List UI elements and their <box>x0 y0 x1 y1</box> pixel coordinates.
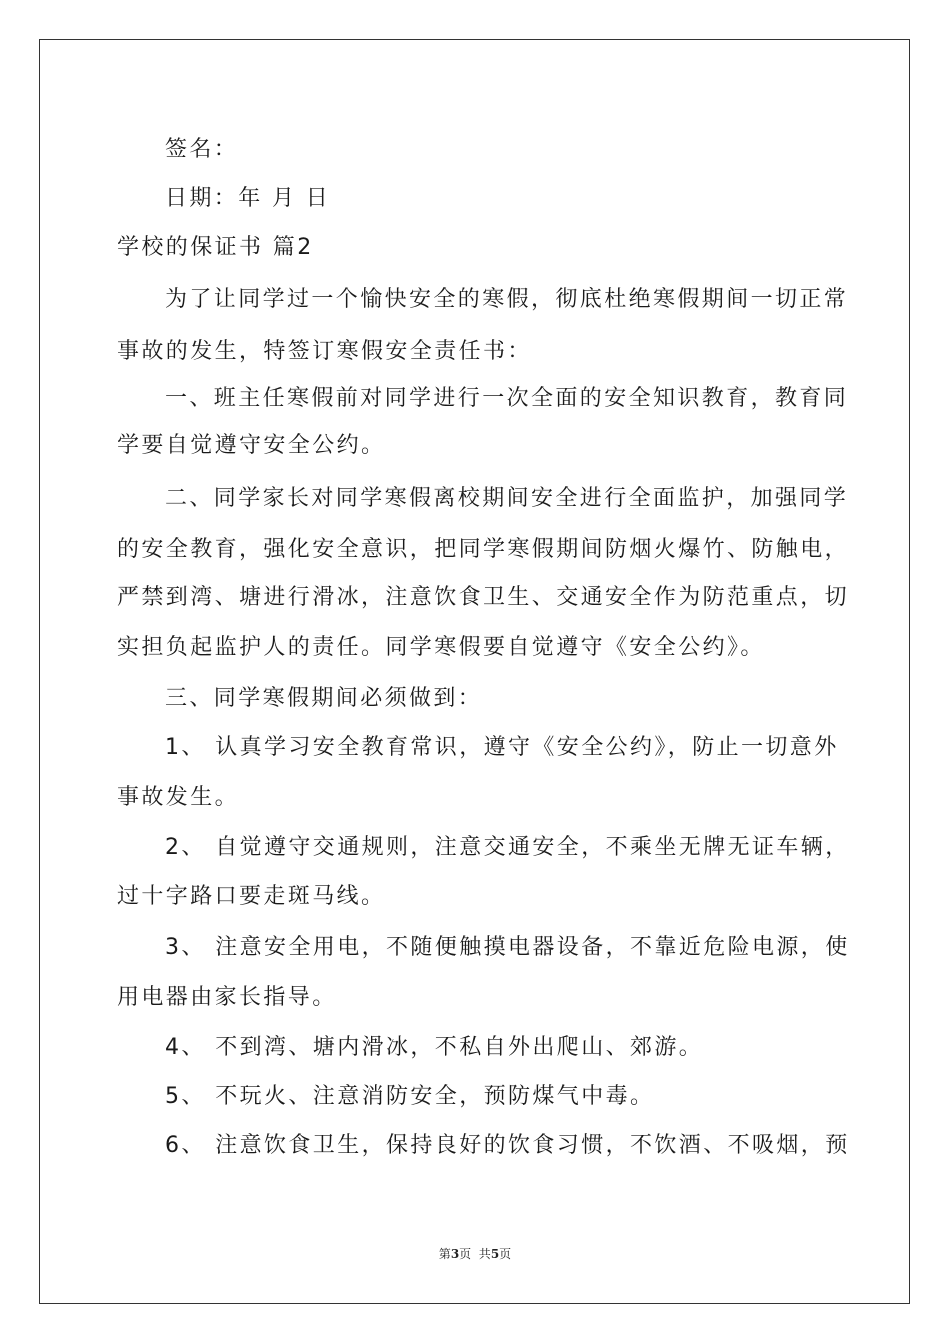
paragraph-line: 一、班主任寒假前对同学进行一次全面的安全知识教育，教育同 <box>165 386 849 411</box>
signature-line: 签名： <box>165 137 239 162</box>
footer-suffix: 页 <box>499 1247 512 1261</box>
footer-total-pages: 5 <box>490 1247 500 1261</box>
list-item-line: 6、 注意饮食卫生，保持良好的饮食习惯，不饮酒、不吸烟，预 <box>165 1133 850 1158</box>
footer-middle: 页 共 <box>459 1247 491 1261</box>
section-title: 学校的保证书 篇2 <box>117 235 314 260</box>
page-footer <box>0 1246 950 1262</box>
footer-current-page: 3 <box>450 1247 460 1261</box>
footer-prefix: 第 <box>438 1247 451 1261</box>
paragraph-line: 的安全教育，强化安全意识，把同学寒假期间防烟火爆竹、防触电， <box>117 537 850 562</box>
paragraph-line: 为了让同学过一个愉快安全的寒假，彻底杜绝寒假期间一切正常 <box>165 287 849 312</box>
page-border <box>39 39 910 1304</box>
list-item-line: 3、 注意安全用电，不随便触摸电器设备，不靠近危险电源，使 <box>165 935 850 960</box>
list-item-line: 4、 不到湾、塘内滑冰，不私自外出爬山、郊游。 <box>165 1035 704 1060</box>
paragraph-line: 事故的发生，特签订寒假安全责任书： <box>117 339 532 364</box>
list-item-line: 事故发生。 <box>117 785 240 810</box>
list-item-line: 用电器由家长指导。 <box>117 985 337 1010</box>
list-item-line: 5、 不玩火、注意消防安全，预防煤气中毒。 <box>165 1084 655 1109</box>
list-item-line: 过十字路口要走斑马线。 <box>117 884 386 909</box>
paragraph-line: 三、同学寒假期间必须做到： <box>165 686 483 711</box>
paragraph-line: 严禁到湾、塘进行滑冰，注意饮食卫生、交通安全作为防范重点，切 <box>117 585 850 610</box>
list-item-line: 2、 自觉遵守交通规则，注意交通安全，不乘坐无牌无证车辆， <box>165 835 850 860</box>
paragraph-line: 学要自觉遵守安全公约。 <box>117 433 386 458</box>
date-line: 日期：年 月 日 <box>165 186 331 211</box>
paragraph-line: 二、同学家长对同学寒假离校期间安全进行全面监护，加强同学 <box>165 486 849 511</box>
paragraph-line: 实担负起监护人的责任。同学寒假要自觉遵守《安全公约》。 <box>117 635 765 660</box>
list-item-line: 1、 认真学习安全教育常识，遵守《安全公约》，防止一切意外 <box>165 735 839 760</box>
